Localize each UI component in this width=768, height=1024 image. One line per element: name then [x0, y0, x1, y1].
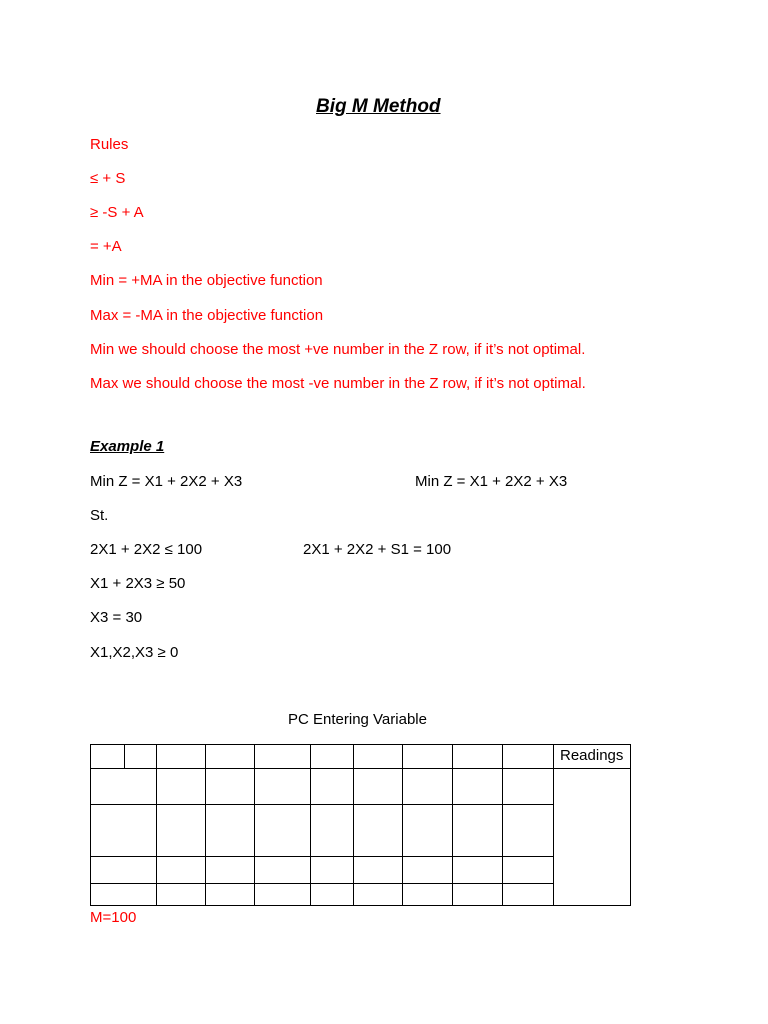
rule-item-1: ≤ + S [90, 170, 126, 187]
constraint-2: X1 + 2X3 ≥ 50 [90, 575, 186, 592]
table-cell [452, 883, 503, 906]
rule-item-7: Max we should choose the most -ve number in the Z row, if it’s not optimal. [90, 375, 586, 392]
objective-function: Min Z = X1 + 2X2 + X3 [90, 473, 243, 490]
table-cell [353, 856, 403, 884]
table-cell [502, 856, 554, 884]
rule-item-4: Min = +MA in the objective function [90, 272, 323, 289]
table-cell [156, 856, 206, 884]
table-cell [254, 744, 311, 769]
table-cell [156, 804, 206, 857]
rule-item-6: Min we should choose the most +ve number in the Z row, if it’s not optimal. [90, 341, 586, 358]
rule-item-5: Max = -MA in the objective function [90, 307, 324, 324]
table-caption: PC Entering Variable [288, 711, 427, 728]
table-cell [124, 744, 157, 769]
table-cell [90, 744, 125, 769]
rules-heading: Rules [90, 136, 129, 153]
table-cell [205, 883, 255, 906]
constraint-1: 2X1 + 2X2 ≤ 100 [90, 541, 203, 558]
table-cell [502, 768, 554, 805]
table-cell [254, 768, 311, 805]
table-cell [402, 744, 453, 769]
rule-item-3: = +A [90, 238, 122, 255]
table-cell [156, 883, 206, 906]
table-cell [90, 856, 157, 884]
table-cell [205, 804, 255, 857]
table-cell [205, 856, 255, 884]
non-negativity-constraint: X1,X2,X3 ≥ 0 [90, 644, 179, 661]
table-cell [254, 883, 311, 906]
table-cell [402, 856, 453, 884]
table-cell [353, 744, 403, 769]
table-cell [452, 744, 503, 769]
table-cell [402, 804, 453, 857]
page-title: Big M Method [316, 96, 441, 117]
example-heading: Example 1 [90, 438, 165, 455]
table-cell [353, 804, 403, 857]
table-cell [452, 768, 503, 805]
table-cell [502, 883, 554, 906]
subject-to-label: St. [90, 507, 109, 524]
table-cell [452, 804, 503, 857]
table-cell [156, 768, 206, 805]
table-cell [502, 744, 554, 769]
constraint-3: X3 = 30 [90, 609, 143, 626]
readings-header: Readings [553, 744, 631, 769]
table-cell [254, 804, 311, 857]
table-cell [310, 856, 354, 884]
table-cell [254, 856, 311, 884]
table-cell [502, 804, 554, 857]
table-cell [205, 768, 255, 805]
table-cell [310, 883, 354, 906]
readings-column [553, 768, 631, 906]
table-cell [90, 768, 157, 805]
table-cell [205, 744, 255, 769]
constraint-1-standard: 2X1 + 2X2 + S1 = 100 [303, 541, 452, 558]
table-cell [402, 883, 453, 906]
table-cell [452, 856, 503, 884]
table-cell [90, 883, 157, 906]
table-cell [90, 804, 157, 857]
table-cell [156, 744, 206, 769]
table-cell [353, 883, 403, 906]
table-cell [310, 744, 354, 769]
footer-note: M=100 [90, 909, 137, 926]
table-cell [310, 804, 354, 857]
table-cell [353, 768, 403, 805]
table-cell [310, 768, 354, 805]
rule-item-2: ≥ -S + A [90, 204, 144, 221]
table-cell [402, 768, 453, 805]
objective-function-standard: Min Z = X1 + 2X2 + X3 [415, 473, 568, 490]
